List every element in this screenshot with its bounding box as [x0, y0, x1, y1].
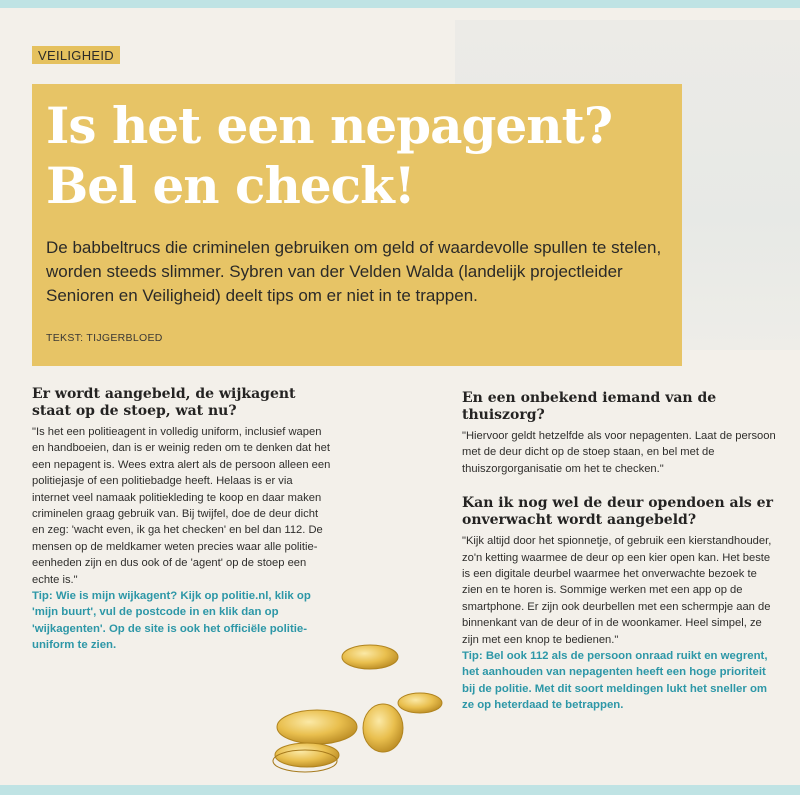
section-body-wijkagent: "Is het een politieagent in volledig uniform, inclusief wapen en handboeien, dan is er weinig reden om te denken dat het een nepagent is. Wees extra alert als de persoon alleen een politiejasje of een politiebadge heeft. Helaas is er via internet veel namaak politiekleding te koop en daar maken criminelen graag gebruik van. Bij twijfel, doe de deur dicht en zeg: 'wacht even, ik ga het checken' en bel dan 112. De mensen op de meldkamer weten precies waar alle politie-eenheden zijn en dus ook of de 'agent' op de stoep een echte is.": [32, 426, 331, 586]
title-line-1: Is het een nepagent?: [46, 96, 613, 155]
author-credit: TEKST: TIJGERBLOED: [46, 332, 163, 344]
category-label: VEILIGHEID: [32, 46, 120, 64]
right-column: [462, 390, 777, 714]
intro-text: De babbeltrucs die criminelen gebruiken om geld of waardevolle spullen te stelen, worden steeds slimmer. Sybren van der Velden Walda (landelijk projectleider Senioren en Veiligheid) deelt tips om er niet in te trappen.: [46, 238, 662, 305]
left-column: [32, 386, 332, 654]
section-heading-wijkagent: Er wordt aangebeld, de wijkagent staat op de stoep, wat nu?: [32, 386, 296, 419]
top-color-strip: [0, 0, 800, 8]
title-line-2: Bel en check!: [46, 156, 415, 215]
coins-illustration: [265, 635, 445, 785]
section-heading-thuiszorg: En een onbekend iemand van de thuiszorg?: [462, 390, 717, 423]
bottom-color-strip: [0, 785, 800, 795]
tip-wijkagent: Tip: Wie is mijn wijkagent? Kijk op politie.nl, klik op 'mijn buurt', vul de postcode in en klik dan op 'wijkagenten'. Op de site is ook het officiële politie-uniform te zien.: [32, 590, 311, 652]
tip-deur: Tip: Bel ook 112 als de persoon onraad ruikt en wegrent, het aanhouden van nepagenten heeft een hoge prioriteit bij de politie. Met dit soort meldingen lukt het sneller om ze op heterdaad te betrappen.: [462, 650, 768, 712]
section-body-thuiszorg: "Hiervoor geldt hetzelfde als voor nepagenten. Laat de persoon met de deur dicht op de stoep staan, en bel met de thuiszorgorganisatie om het te checken.": [462, 430, 776, 475]
page-title: [46, 96, 686, 216]
section-body-deur: "Kijk altijd door het spionnetje, of gebruik een kierstandhouder, zo'n ketting waarmee de deur op een kier open kan. Het beste is een digitale deurbel waarmee het onverwachte bezoek te zien en te horen is. Sommige werken met een app op de smartphone. Er zijn ook deurbellen met een schermpje aan de binnenkant van de deur of in de woonkamer. Heel simpel, ze zijn met een knop te bedienen.": [462, 535, 772, 646]
section-heading-deur: Kan ik nog wel de deur opendoen als er onverwacht wordt aangebeld?: [462, 495, 773, 529]
